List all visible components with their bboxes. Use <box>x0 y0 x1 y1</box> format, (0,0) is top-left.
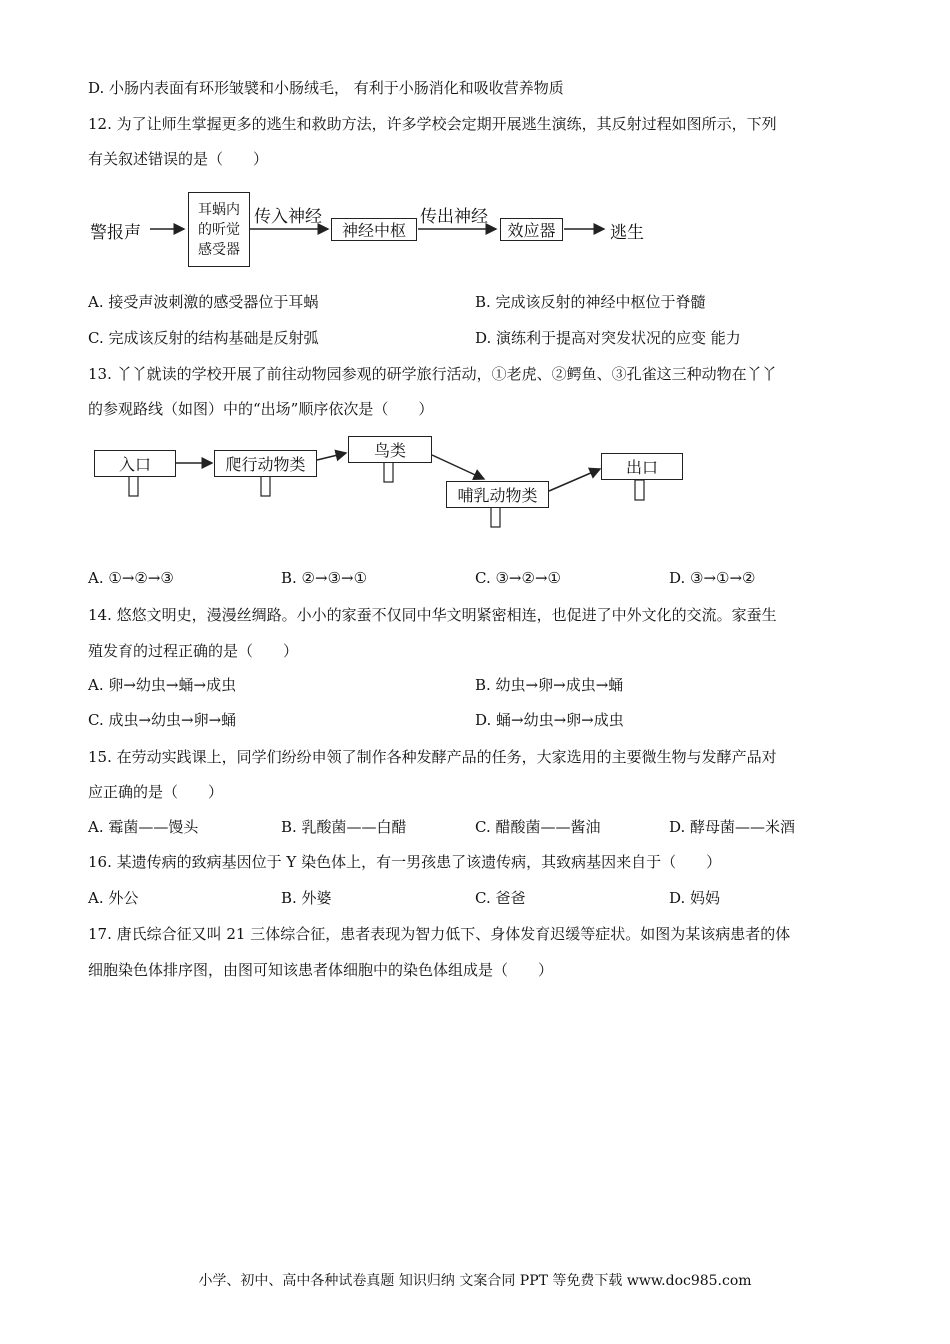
receptor-line1: 耳蜗内 <box>198 201 240 218</box>
arrow-reptiles-to-birds <box>317 453 346 460</box>
q12-option-b: B. 完成该反射的神经中枢位于脊髓 <box>475 293 706 311</box>
q14-option-c: C. 成虫→幼虫→卵→蛹 <box>88 711 237 729</box>
entrance-post <box>129 476 138 496</box>
receptor-line2: 的听觉 <box>198 221 240 238</box>
q13-option-c: C. ③→②→① <box>475 569 561 587</box>
entrance-sign: 入口 <box>94 450 176 477</box>
q15-stem-line1: 15. 在劳动实践课上，同学们纷纷申领了制作各种发酵产品的任务，大家选用的主要微生物与发酵产品对 <box>88 748 777 766</box>
q16-option-b: B. 外婆 <box>281 889 332 907</box>
exit-sign: 出口 <box>601 453 683 480</box>
reptiles-post <box>261 476 270 496</box>
exit-post <box>635 480 644 500</box>
q15-stem-line2: 应正确的是（ ） <box>88 783 224 801</box>
mammals-sign: 哺乳动物类 <box>446 481 549 508</box>
arrow-birds-to-mammals <box>432 455 484 479</box>
efferent-label: 传出神经 <box>420 207 488 227</box>
afferent-label: 传入神经 <box>254 207 322 227</box>
q14-stem-line1: 14. 悠悠文明史，漫漫丝绸路。小小的家蚕不仅同中华文明紧密相连，也促进了中外文化的交流。家蚕生 <box>88 606 777 624</box>
flow-start-label: 警报声 <box>90 223 141 243</box>
receptor-line3: 感受器 <box>198 241 240 258</box>
q15-option-b: B. 乳酸菌——白醋 <box>281 818 407 836</box>
q13-option-a: A. ①→②→③ <box>88 569 174 587</box>
birds-sign: 鸟类 <box>348 436 432 463</box>
q13-option-d: D. ③→①→② <box>669 569 756 587</box>
mammals-post <box>491 507 500 527</box>
q17-stem-line2: 细胞染色体排序图，由图可知该患者体细胞中的染色体组成是（ ） <box>88 961 554 979</box>
arrow-mammals-to-exit <box>549 469 600 491</box>
q16-option-d: D. 妈妈 <box>669 889 721 907</box>
q13-stem-line1: 13. 丫丫就读的学校开展了前往动物园参观的研学旅行活动，①老虎、②鳄鱼、③孔雀这三种动物在丫丫 <box>88 365 777 383</box>
q16-stem: 16. 某遗传病的致病基因位于 Y 染色体上，有一男孩患了该遗传病，其致病基因来自于（ ） <box>88 853 722 871</box>
q13-option-b: B. ②→③→① <box>281 569 368 587</box>
q15-option-a: A. 霉菌——馒头 <box>88 818 199 836</box>
q12-option-a: A. 接受声波刺激的感受器位于耳蜗 <box>88 293 319 311</box>
flow-end-label: 逃生 <box>610 223 644 243</box>
q16-option-c: C. 爸爸 <box>475 889 526 907</box>
q14-stem-line2: 殖发育的过程正确的是（ ） <box>88 642 299 660</box>
q11-option-d: D. 小肠内表面有环形皱襞和小肠绒毛， 有利于小肠消化和吸收营养物质 <box>88 79 564 97</box>
q15-option-c: C. 醋酸菌——酱油 <box>475 818 601 836</box>
q12-stem-line1: 12. 为了让师生掌握更多的逃生和救助方法，许多学校会定期开展逃生演练，其反射过程如图所示，下列 <box>88 115 777 133</box>
q17-stem-line1: 17. 唐氏综合征又叫 21 三体综合征，患者表现为智力低下、身体发育迟缓等症状。如图为某该病患者的体 <box>88 925 791 943</box>
effector-box: 效应器 <box>500 218 563 241</box>
birds-post <box>384 462 393 482</box>
page-footer: 小学、初中、高中各种试卷真题 知识归纳 文案合同 PPT 等免费下载 www.doc985.com <box>198 1273 752 1289</box>
q12-option-d: D. 演练利于提高对突发状况的应变 能力 <box>475 329 741 347</box>
q14-option-b: B. 幼虫→卵→成虫→蛹 <box>475 676 624 694</box>
q15-option-d: D. 酵母菌——米酒 <box>669 818 796 836</box>
q14-option-a: A. 卵→幼虫→蛹→成虫 <box>88 676 237 694</box>
center-box: 神经中枢 <box>331 218 417 241</box>
q13-stem-line2: 的参观路线（如图）中的“出场”顺序依次是（ ） <box>88 400 434 418</box>
reptiles-sign: 爬行动物类 <box>214 450 317 477</box>
q12-stem-line2: 有关叙述错误的是（ ） <box>88 150 269 168</box>
q12-option-c: C. 完成该反射的结构基础是反射弧 <box>88 329 319 347</box>
q16-option-a: A. 外公 <box>88 889 139 907</box>
q14-option-d: D. 蛹→幼虫→卵→成虫 <box>475 711 624 729</box>
